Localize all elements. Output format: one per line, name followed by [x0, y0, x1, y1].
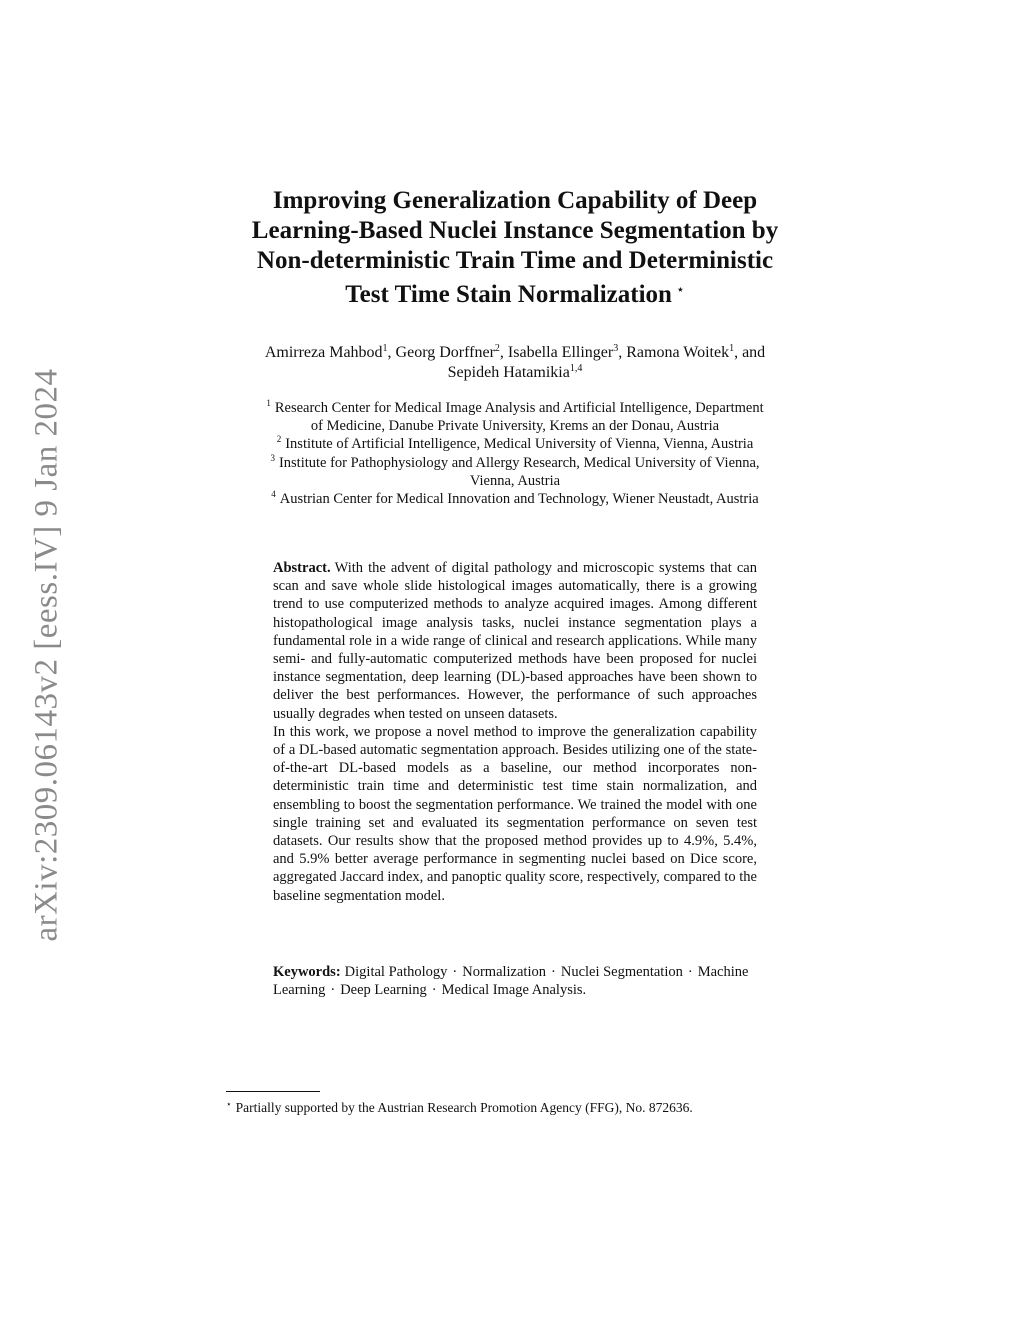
- affiliation-line: [180, 454, 850, 472]
- affiliation-line: [180, 399, 850, 417]
- keyword: Deep Learning: [340, 982, 427, 999]
- author-affiliation-mark: 2: [494, 343, 500, 354]
- title-line-last: [180, 276, 850, 310]
- affiliation-text: Austrian Center for Medical Innovation and Technology, Wiener Neustadt, Austria: [279, 491, 759, 508]
- author-separator: ,: [618, 344, 627, 361]
- affiliation-number: 4: [271, 489, 276, 500]
- affiliation-line: of Medicine, Danube Private University, Krems an der Donau, Austria: [310, 418, 720, 435]
- footnote: [226, 1096, 826, 1116]
- title-line: Non-deterministic Train Time and Deterministic: [256, 247, 774, 274]
- author-line: [180, 363, 850, 383]
- affiliation-number: 3: [270, 452, 275, 463]
- author-list: [180, 343, 850, 383]
- abstract-label: Abstract.: [273, 560, 331, 576]
- keywords: [273, 963, 759, 999]
- author-affiliation-mark: 1: [382, 343, 388, 354]
- keyword: Machine Learning: [273, 964, 749, 999]
- keyword: Digital Pathology: [344, 964, 448, 980]
- abstract-text: With the advent of digital pathology and microscopic systems that can scan and save whole slide histological images automatically, there is a growing trend to use computerized methods to analyze acquired images. Among different histopathological image analysis tasks, nuclei instance segmentation plays a fundamental role in a wide range of clinical and research applications. While many semi- and fully-automatic computerized methods have been proposed for nuclei instance segmentation, deep learning (DL)-based approaches have been shown to deliver the best performances. However, the performance of such approaches usually degrades when tested on unseen datasets.: [273, 560, 757, 722]
- affiliation-text: Institute of Artificial Intelligence, Medical University of Vienna, Vienna, Austria: [285, 436, 754, 453]
- title-footnote-mark: ⋆: [675, 283, 685, 298]
- author-name: Isabella Ellinger: [507, 344, 614, 361]
- affiliation-line: Vienna, Austria: [469, 472, 561, 489]
- keyword: Normalization: [462, 964, 546, 980]
- author-name: Amirreza Mahbod: [264, 344, 383, 361]
- author-name: Sepideh Hatamikia: [447, 364, 570, 381]
- title-line: Improving Generalization Capability of Deep: [272, 187, 758, 214]
- affiliation-list: [180, 399, 850, 508]
- title-line: Learning-Based Nuclei Instance Segmentation by: [251, 217, 779, 244]
- author-line: [180, 343, 850, 363]
- keyword-separator: ·: [551, 964, 556, 980]
- keyword-separator: ·: [687, 964, 693, 980]
- author-separator: ,: [499, 344, 508, 361]
- affiliation-text: Research Center for Medical Image Analysis and Artificial Intelligence, Department: [274, 400, 764, 416]
- keyword-separator: ·: [431, 982, 437, 999]
- author-separator: ,: [387, 344, 396, 361]
- affiliation-line: [180, 490, 850, 508]
- author-name: Ramona Woitek: [626, 344, 730, 361]
- title-line-text: Test Time Stain Normalization: [345, 281, 672, 308]
- abstract-paragraph: In this work, we propose a novel method to improve the generalization capability of a DL-based automatic segmentation approach. Besides utilizing one of the state-of-the-art DL-based models as a baseline, our method incorporates non-deterministic train time and deterministic test time stain normalization, and ensembling to boost the segmentation performance. We trained the model with one single training set and evaluated its segmentation performance on seven test datasets. Our results show that the proposed method provides up to 4.9%, 5.4%, and 5.9% better average performance in segmenting nuclei based on Dice score, aggregated Jaccard index, and panoptic quality score, respectively, compared to the baseline segmentation model.: [273, 723, 757, 904]
- affiliation-number: 1: [266, 398, 271, 408]
- keyword-separator: ·: [330, 982, 336, 999]
- keyword: Nuclei Segmentation: [560, 964, 683, 980]
- paper-title: [180, 186, 850, 310]
- footnote-rule: [226, 1091, 320, 1092]
- affiliation-text: Institute for Pathophysiology and Allergy Research, Medical University of Vienna,: [278, 454, 760, 471]
- footnote-mark: ⋆: [226, 1099, 232, 1109]
- abstract-paragraph: [273, 559, 757, 723]
- keyword-separator: ·: [452, 964, 458, 980]
- footnote-text: Partially supported by the Austrian Research Promotion Agency (FFG), No. 872636.: [235, 1100, 693, 1115]
- affiliation-line: [180, 435, 850, 453]
- author-separator: , and: [734, 344, 766, 361]
- author-affiliation-mark: 1: [729, 343, 735, 354]
- arxiv-stamp: arXiv:2309.06143v2 [eess.IV] 9 Jan 2024: [28, 368, 65, 942]
- keywords-label: Keywords:: [273, 964, 341, 980]
- affiliation-number: 2: [276, 434, 282, 445]
- abstract: [273, 559, 757, 905]
- author-affiliation-mark: 1,4: [569, 363, 583, 374]
- keyword: Medical Image Analysis.: [441, 982, 587, 999]
- author-name: Georg Dorffner: [395, 344, 495, 361]
- author-affiliation-mark: 3: [613, 343, 619, 354]
